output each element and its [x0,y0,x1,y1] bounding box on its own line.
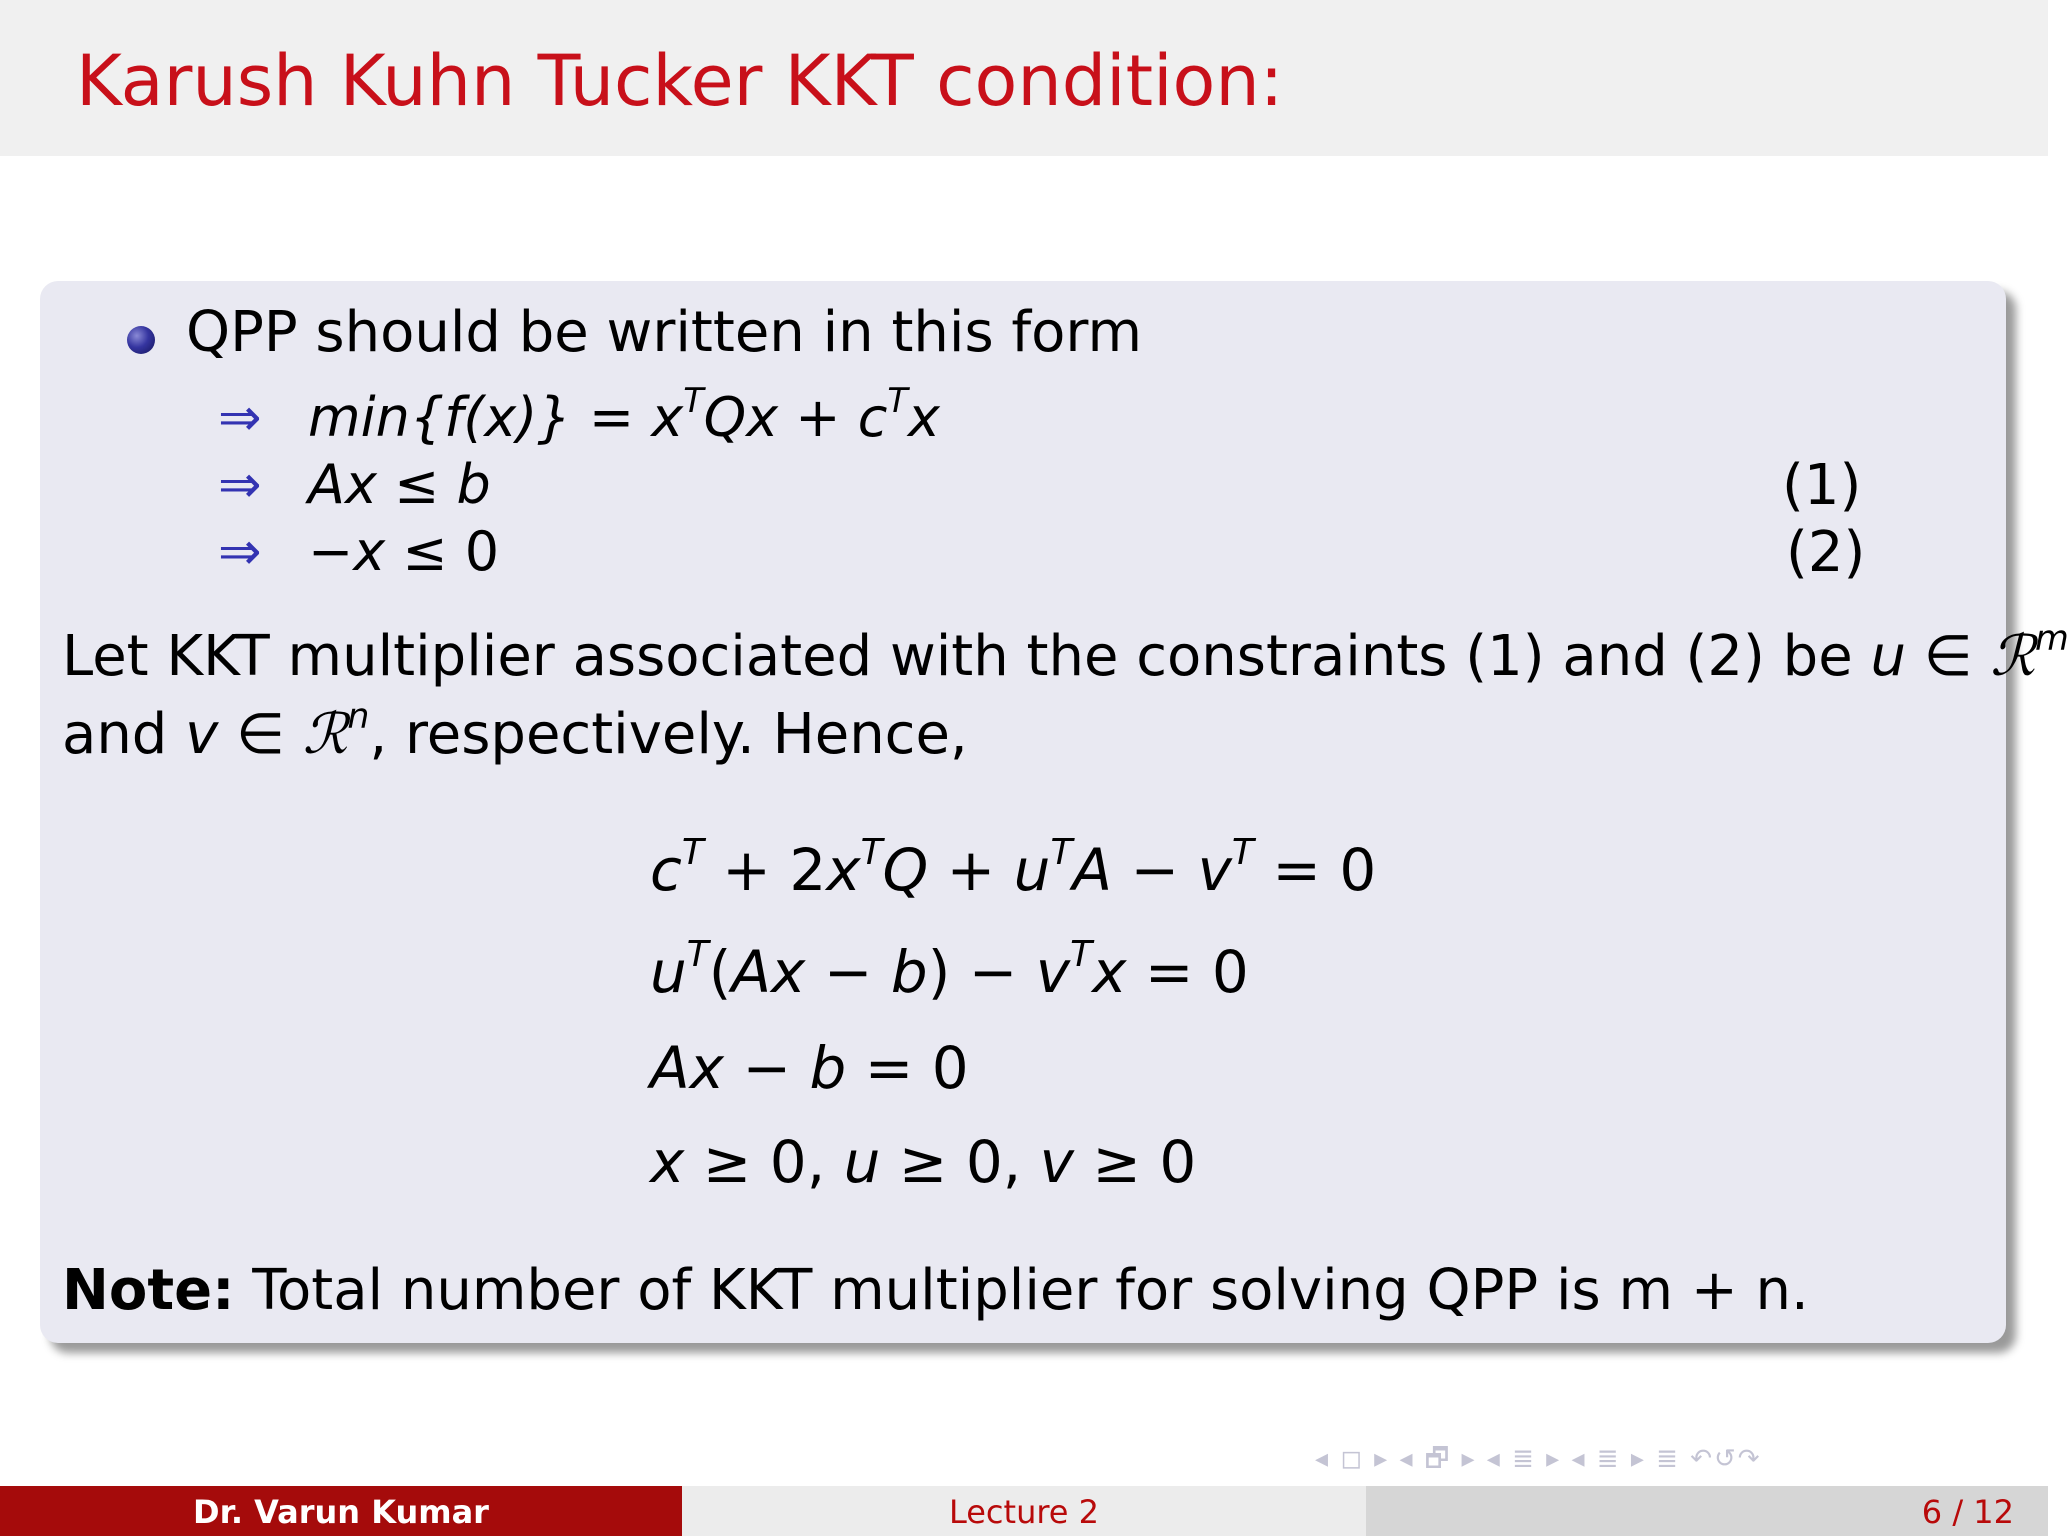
equation-number-2: (2) [1786,520,1866,585]
objective-expression: $\min\{f(x)\} = x^TQx + c^Tx$ [308,380,940,449]
kkt-equation-2: $u^T(Ax - b) - v^Tx = 0$ [650,934,1249,1006]
bullet-icon [127,326,155,354]
footer [0,1486,2048,1536]
title-bar [0,0,2048,156]
kkt-equation-4: x ≥ 0, u ≥ 0, v ≥ 0 [650,1128,1197,1196]
kkt-equation-3: Ax − b = 0 [650,1034,969,1102]
footer-lecture: Lecture 2 [948,1493,1100,1531]
implies-arrow-icon: ⇒ [218,455,262,515]
slide-title: Karush Kuhn Tucker KKT condition: [76,40,1284,122]
bullet-text: QPP should be written in this form [186,300,1142,365]
constraint-2-expression: −x ≤ 0 [308,520,500,583]
footer-author-section [0,1486,682,1536]
paragraph-line-2: and v ∈ ℛ$^n$, respectively. Hence, [62,697,968,767]
paragraph-line-1: Let KKT multiplier associated with the constraints (1) and (2) be u ∈ ℛ$^m$ [62,619,2069,689]
equation-number-1: (1) [1782,453,1862,518]
footer-page-section [1366,1486,2048,1536]
footer-author: Dr. Varun Kumar [193,1493,489,1531]
note-text: Total number of KKT multiplier for solving QPP is m + n. [252,1258,1809,1323]
kkt-equation-1: $c^T + 2x^TQ + u^TA - v^T = 0$ [650,832,1377,904]
beamer-navigation-icons[interactable]: ◂ ◻ ▸ ◂ 🗗 ▸ ◂ ≣ ▸ ◂ ≣ ▸ ≣ ↶↺↷ [1315,1444,1762,1474]
footer-lecture-section [682,1486,1366,1536]
implies-arrow-icon: ⇒ [218,522,262,582]
constraint-1-expression: Ax ≤ b [308,453,491,516]
note-line [62,1258,1809,1323]
footer-page-number: 6 / 12 [1921,1493,2014,1531]
implies-arrow-icon: ⇒ [218,388,262,448]
note-label: Note: [62,1258,235,1323]
